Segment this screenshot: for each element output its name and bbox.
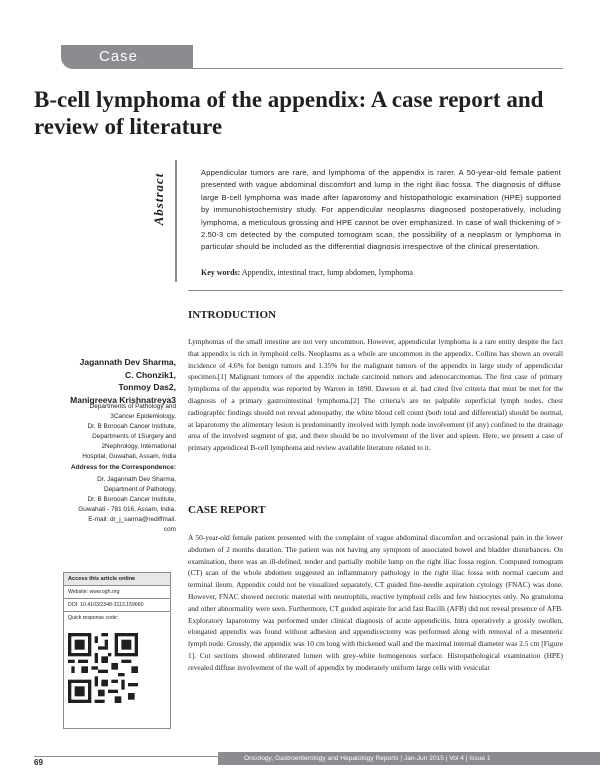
- affiliation-line: Departments of 1Surgery and: [92, 433, 176, 440]
- journal-footer: Oncology, Gastroenterology and Hepatology Reports | Jan-Jun 2015 | Vol 4 | Issue 1: [218, 752, 600, 765]
- keywords-label: Key words:: [201, 268, 241, 277]
- author-name: C. Chonzik1,: [124, 369, 176, 380]
- website-link[interactable]: Website: www.ogh.org: [64, 586, 170, 599]
- correspondence-line: Dr. Jagannath Dev Sharma,: [97, 476, 176, 483]
- affiliation-line: 2Nephrology, International: [101, 443, 176, 450]
- correspondence-heading: Address for the Correspondence:: [70, 464, 176, 471]
- correspondence-line: Guwahati - 781 016, Assam, India.: [78, 506, 176, 513]
- introduction-heading: INTRODUCTION: [188, 309, 277, 321]
- correspondence-line: Department of Pathology,: [104, 486, 176, 493]
- access-article-box: [63, 572, 171, 729]
- case-report-heading: CASE REPORT: [188, 504, 266, 516]
- abstract-label-text: Abstract: [151, 172, 166, 226]
- abstract-label: [148, 160, 170, 238]
- author-name: Jagannath Dev Sharma,: [79, 357, 176, 367]
- affiliation-line: Dr. B Borooah Cancer Institute,: [87, 423, 176, 430]
- banner-rule: [193, 68, 563, 69]
- qr-code-icon[interactable]: [68, 633, 138, 703]
- correspondence-line: com: [163, 526, 176, 533]
- correspondence-address: [30, 475, 176, 535]
- affiliation-line: 3Cancer Epidemiology,: [110, 413, 176, 420]
- author-name: Manigreeva Krishnatreya3: [70, 394, 176, 405]
- author-name: Tonmoy Das2,: [118, 382, 176, 392]
- case-report-text: A 50-year-old female patient presented with the complaint of vague abdominal discomfort and occasional pain in the lower abdomen of 2 months duration. The patient was not having any symptom of associated bowel and bladder disturbances. On examination, there was an ill-defined, tender and partially mobile lump on the right iliac fossa region. Computed tomogram (CT) scan of the whole abdomen suggested an inflammatory pathology in the right iliac fossa with normal caecum and terminal ileum. Appendix could not be visualized separately. CT guided fine-needle aspiration cytology (FNAC) was done. However, FNAC showed necrotic material with neutrophils, reactive lymphoid cells and few histiocytes only. No granuloma and other abnormality were seen. Furthermore, CT guided aspirate for acid fast Bacilli (AFB) did not reveal presence of AFB. Exploratory laparotomy was performed under clinical diagnosis of acute appendicitis. Intra operatively a grossly swollen, elongated appendix was found without adhesion and appendicectomy was performed along with removal of a mesenteric lymph node. Grossly, the appendix was 10 cm long with thickened wall and the maximal internal diameter was 2.5 cm [Figure 1]. Cut sections showed obliterated lumen with grey-white homogenous surface. Histopathological examination (HPE) revealed diffuse involvement of the wall of appendix by moderately uniform large cells with vesicular: [188, 533, 563, 672]
- introduction-text: Lymphomas of the small intestine are not very uncommon. However, appendicular lymphoma is a rare entity despite the fact that appendix is rich in lymphoid cells. Neoplasms as a whole are uncommon in the appendix. Collins has shown an overall incidence of 4.6% for benign tumors and 1.35% for the malignant tumors of the appendix in large study of appendicular specimen.[1] Malignant tumors of the appendix include carcinoid tumors and adenocarcinomas. The first case of primary lymphoma of the appendix was reported by Warren in 1898. Dawson et al. had cited five criteria that must be met for the diagnosis of a primary gastrointestinal lymphoma.[2] The criteria's are no palpable superficial lymph nodes, chest radiographic findings should not reveal adenopathy, the white blood cell count (both total and differential) should be normal, at laparotomy the alimentary lesion is predominantly involved with lymph node involvement (if any) confined to the drainage area of the involved segment of gut, and there should be no involvement of the liver and spleen. Here, we present a case of primary appendiceal B-cell lymphoma and review available literature related to it.: [188, 337, 563, 453]
- keywords-list: Appendix, intestinal tract, lump abdomen, lymphoma: [241, 268, 413, 277]
- keywords: [201, 268, 561, 277]
- correspondence-email[interactable]: E-mail: dr_j_sarma@rediffmail.: [88, 516, 176, 523]
- abstract-divider: [175, 160, 177, 282]
- correspondence-line: Dr. B Borooah Cancer Institute,: [87, 496, 176, 503]
- access-heading: Access this article online: [64, 573, 170, 586]
- abstract-bottom-rule: [188, 290, 563, 291]
- article-title: B-cell lymphoma of the appendix: A case report and review of literature: [34, 87, 544, 139]
- page-number: 69: [34, 758, 43, 767]
- qr-label: Quick response code:: [68, 615, 119, 621]
- article-type-banner: Case Report: [61, 45, 193, 69]
- affiliation-line: Departments of Pathology and: [89, 403, 176, 410]
- affiliation-line: Hospital, Guwahati, Assam, India: [82, 453, 176, 460]
- doi-link[interactable]: DOI: 10.4103/2348-3113.159660: [64, 599, 170, 612]
- author-list: [30, 356, 176, 406]
- affiliations: [30, 402, 176, 462]
- abstract-text: Appendicular tumors are rare, and lymphoma of the appendix is rarer. A 50-year-old female patient presented with vague abdominal discomfort and lump in the right iliac fossa. The diagnosis of diffuse large B-cell lymphoma was made after laparotomy and histopathologic examination (HPE) supported by immunohistochemistry study. For appendicular neoplasms diagnosed postoperatively, including lymphoma, a meticulous grossing and HPE cannot be over emphasized. In case of wall thickening of > 2.50-3 cm detected by the computed tomogram scan, the possibility of a neoplasm or lymphoma in particular should be included as the differential diagnosis irrespective of the clinical presentation.: [201, 168, 561, 252]
